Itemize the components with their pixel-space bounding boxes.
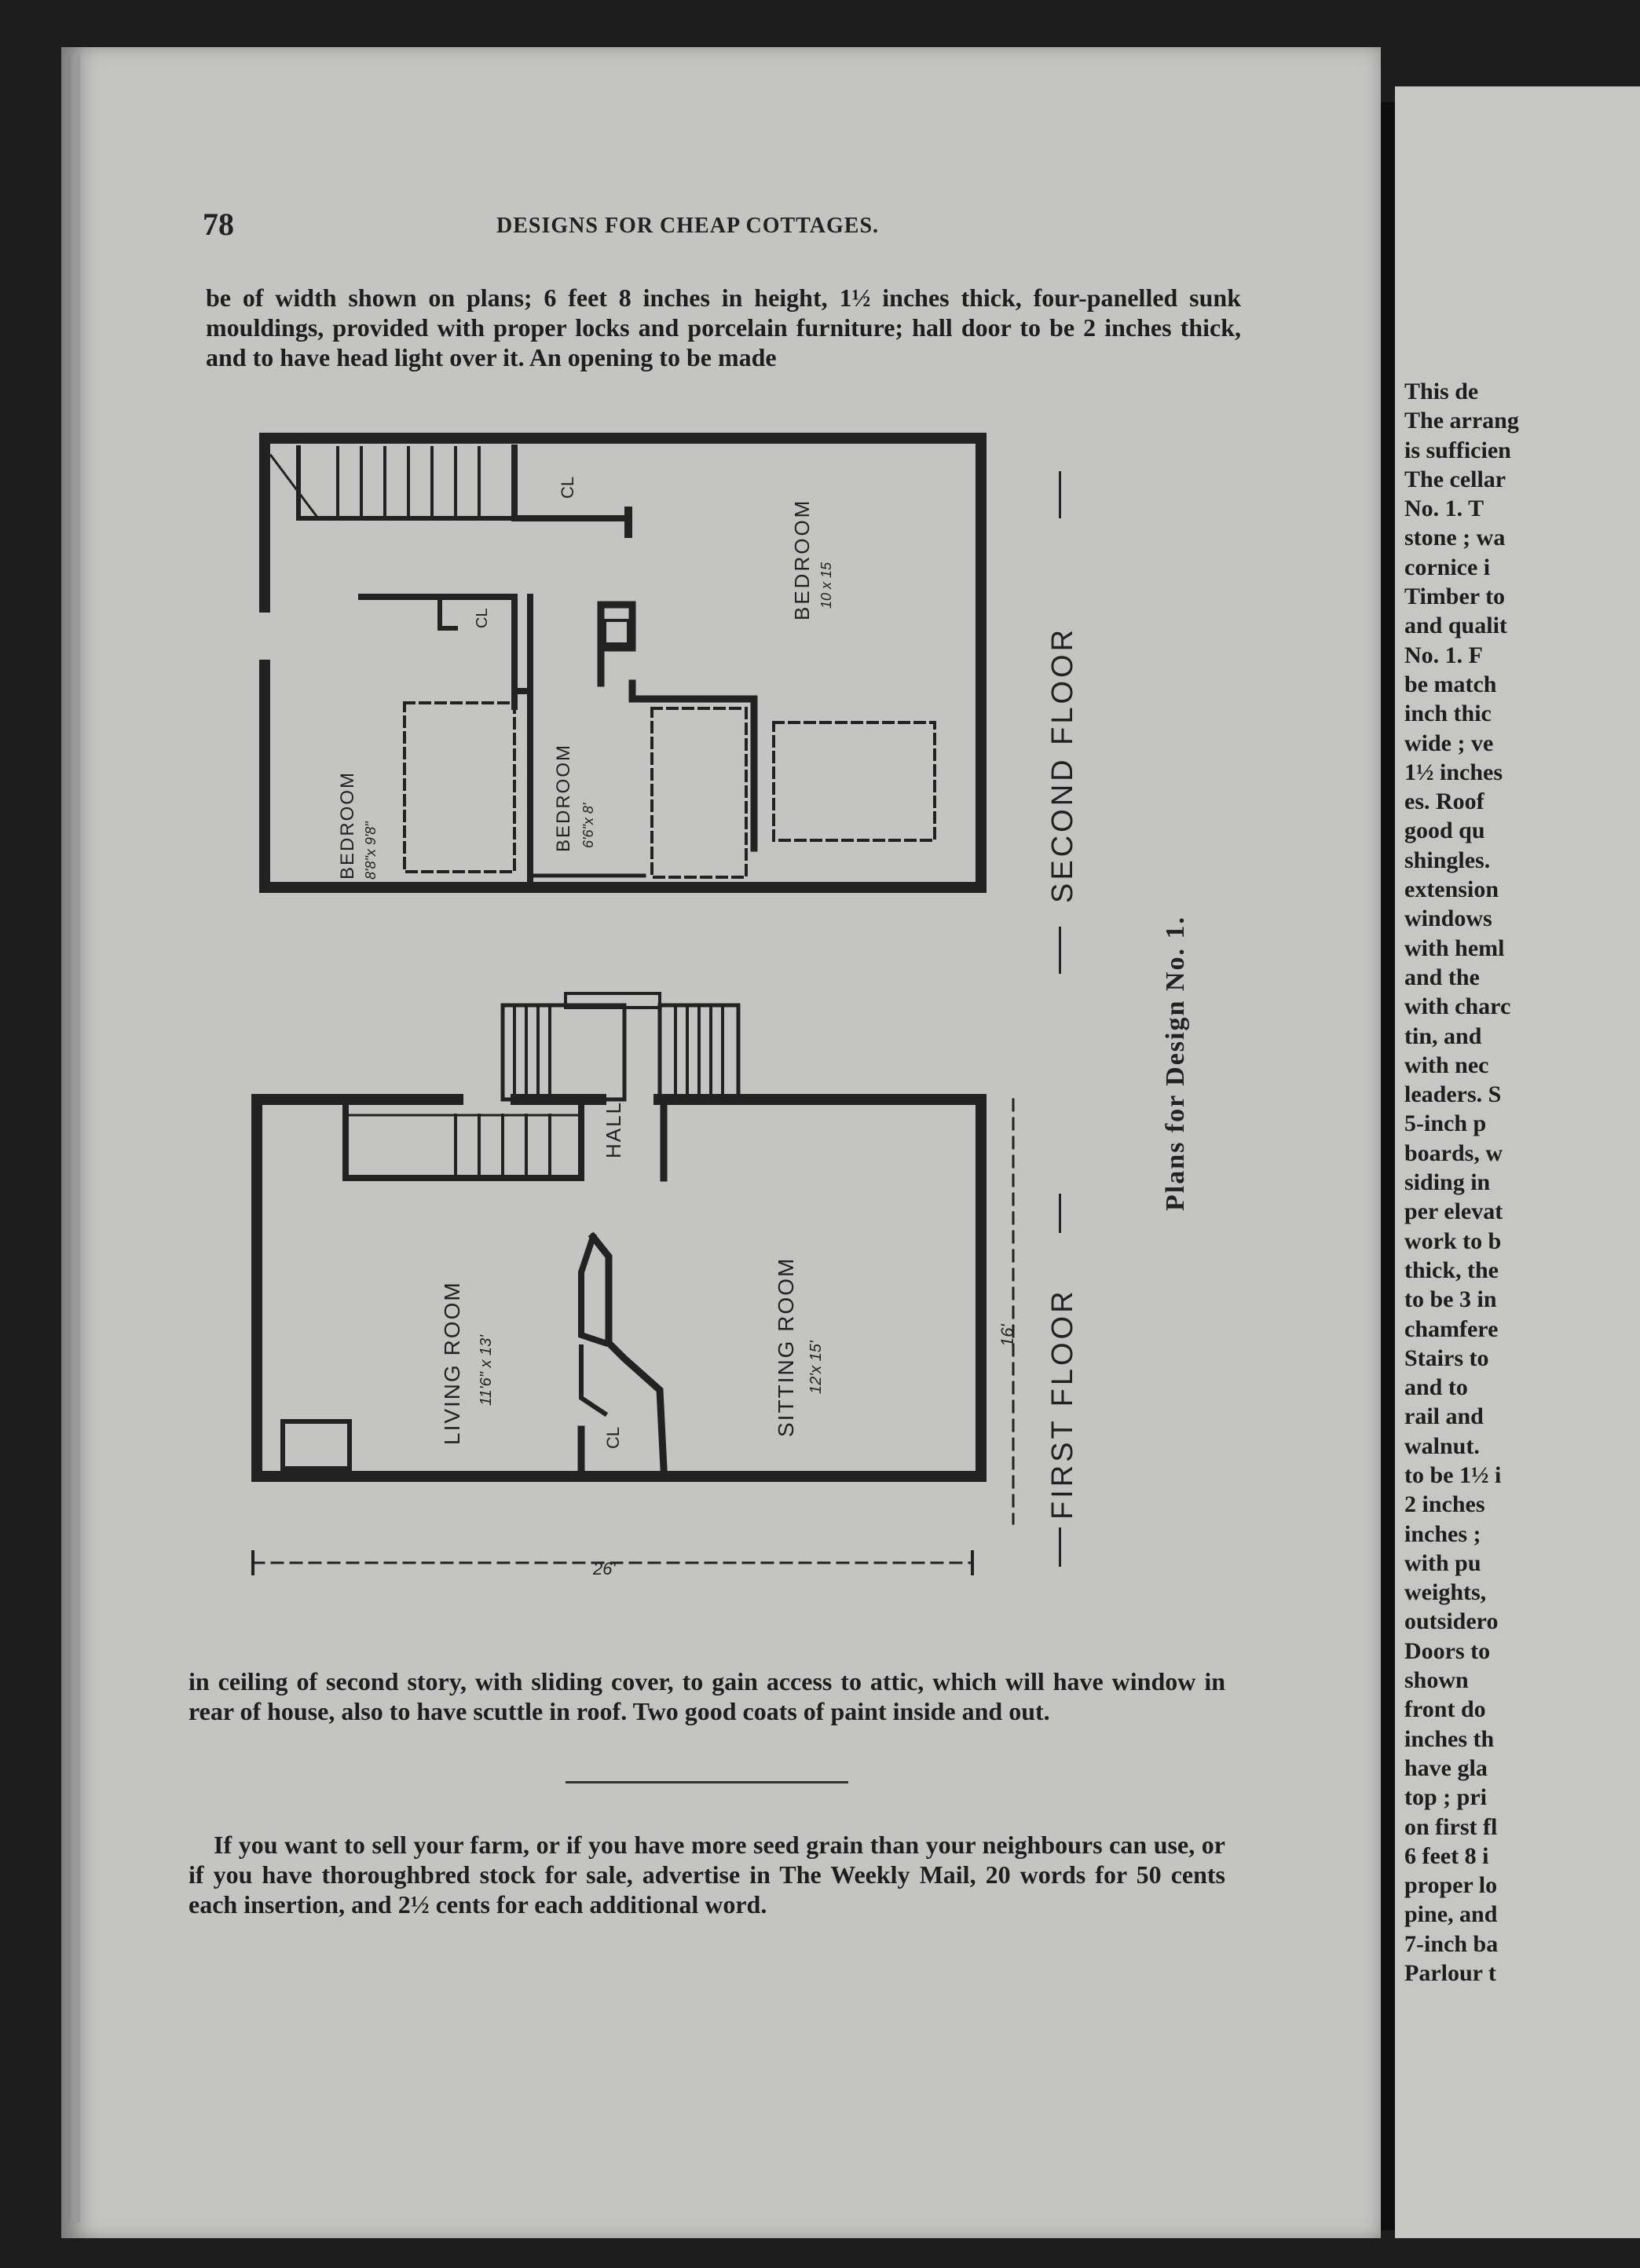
right-page-line: to be 1½ i [1404, 1461, 1502, 1488]
page-number: 78 [203, 207, 234, 242]
right-page-line: leaders. S [1404, 1081, 1502, 1108]
right-page-line: No. 1. T [1404, 496, 1484, 522]
right-page-line: good qu [1404, 818, 1485, 844]
right-page-line: work to b [1404, 1227, 1502, 1254]
right-page-line: is sufficien [1404, 437, 1511, 463]
label-bedroom-mid: BEDROOM [553, 743, 574, 852]
right-page-line: with charc [1404, 993, 1511, 1020]
page-edge [66, 55, 71, 2222]
floor-label-rule [1059, 471, 1061, 518]
right-page-line: with nec [1404, 1052, 1489, 1078]
right-page-line: Doors to [1404, 1637, 1491, 1664]
book-gutter [1381, 102, 1395, 2230]
page-edge [75, 55, 80, 2222]
label-bedroom-large: BEDROOM [790, 498, 814, 620]
right-page-line: inches ; [1404, 1520, 1481, 1547]
bed-outlines [405, 703, 935, 877]
right-page-line: with heml [1404, 935, 1505, 961]
label-sitting-room: SITTING ROOM [774, 1257, 798, 1437]
right-page-line: pine, and [1404, 1901, 1498, 1928]
label-closet-1: CL [558, 476, 577, 499]
right-page-line: Parlour t [1404, 1960, 1496, 1987]
floor-plan-drawing [236, 424, 1021, 1618]
right-page-line: per elevat [1404, 1198, 1503, 1225]
right-page-line: Stairs to [1404, 1344, 1489, 1371]
right-page-line: 7-inch ba [1404, 1930, 1499, 1957]
right-page-line: inches th [1404, 1725, 1495, 1752]
label-sitting-room-size: 12'x 15' [807, 1341, 825, 1394]
right-page-line: siding in [1404, 1169, 1491, 1196]
right-page-line: have gla [1404, 1754, 1488, 1781]
right-page-line: shown [1404, 1667, 1469, 1694]
second-floor-label: SECOND FLOOR [1046, 626, 1079, 903]
right-page-line: cornice i [1404, 554, 1491, 580]
right-page-line: es. Roof [1404, 788, 1484, 815]
right-page-line: be match [1404, 671, 1497, 697]
right-page-line: rail and [1404, 1403, 1484, 1430]
right-page-line: boards, w [1404, 1139, 1503, 1166]
right-page-line: and the [1404, 964, 1480, 990]
right-page-line: thick, the [1404, 1257, 1499, 1283]
right-page-line: with pu [1404, 1549, 1481, 1576]
label-width-dimension: 26' [593, 1559, 616, 1578]
right-page-line: 5-inch p [1404, 1110, 1487, 1137]
right-page-line: tin, and [1404, 1022, 1482, 1049]
right-page-line: inch thic [1404, 701, 1492, 727]
label-closet-first: CL [603, 1426, 623, 1449]
right-page-line: shingles. [1404, 847, 1491, 873]
second-floor-stairs [271, 448, 479, 518]
section-rule [566, 1781, 848, 1783]
right-page-line: wide ; ve [1404, 730, 1494, 756]
label-hall: HALL [602, 1100, 625, 1158]
right-page-line: and to [1404, 1374, 1468, 1401]
right-page-line: top ; pri [1404, 1784, 1487, 1811]
right-page-line: 2 inches [1404, 1491, 1485, 1518]
floor-label-rule [1059, 1527, 1061, 1567]
label-depth-dimension: 16' [998, 1324, 1017, 1347]
advertisement-paragraph: If you want to sell your farm, or if you have more seed grain than your neighbours can use, or if you have thoroughbred stock for sale, advertise in The Weekly Mail, 20 words for 50 cents each insertion, and 2½ cents for each additional word. [189, 1831, 1225, 1919]
right-page-line: The cellar [1404, 466, 1506, 492]
floor-label-rule [1059, 927, 1061, 974]
right-page-line: walnut. [1404, 1432, 1480, 1459]
right-page-line: and qualit [1404, 613, 1507, 639]
label-living-room-size: 11'6" x 13' [478, 1335, 495, 1406]
right-page-line: 6 feet 8 i [1404, 1842, 1489, 1869]
dimension-lines [253, 1099, 1013, 1563]
right-page-text [1404, 377, 1640, 1988]
right-page-line: No. 1. F [1404, 642, 1483, 668]
label-bedroom-left: BEDROOM [337, 770, 358, 880]
right-page-line: proper lo [1404, 1872, 1498, 1899]
running-head: DESIGNS FOR CHEAP COTTAGES. [496, 214, 880, 238]
right-page [1395, 86, 1640, 2238]
floor-label-rule [1059, 1194, 1061, 1233]
first-floor-stairs [346, 1115, 581, 1174]
right-page-line: stone ; wa [1404, 525, 1506, 551]
right-page-line: weights, [1404, 1579, 1487, 1606]
right-page-line: on first fl [1404, 1813, 1498, 1840]
right-page-line: outsidero [1404, 1608, 1499, 1635]
right-page-line: front do [1404, 1696, 1486, 1723]
paragraph-bottom: in ceiling of second story, with sliding cover, to gain access to attic, which will have window in rear of house, also to have scuttle in roof. Two good coats of paint inside and out. [189, 1667, 1225, 1725]
paragraph-top: be of width shown on plans; 6 feet 8 inches in height, 1½ inches thick, four-panelled sunk mouldings, provided with proper locks and porcelain furniture; hall door to be 2 inches thick, and to have head light over it. An opening to be made [206, 284, 1241, 371]
right-page-line: The arrang [1404, 408, 1519, 434]
first-floor-label: FIRST FLOOR [1046, 1288, 1079, 1520]
right-page-line: Timber to [1404, 583, 1506, 610]
label-living-room: LIVING ROOM [440, 1281, 464, 1445]
right-page-line: chamfere [1404, 1315, 1499, 1342]
label-bedroom-large-size: 10 x 15 [818, 562, 834, 609]
label-bedroom-left-size: 8'8"x 9'8" [363, 821, 379, 880]
right-page-line: to be 3 in [1404, 1286, 1497, 1313]
second-floor-outer-wall [265, 438, 981, 887]
right-page-line: 1½ inches [1404, 759, 1503, 785]
right-page-line: windows [1404, 905, 1492, 932]
label-closet-2: CL [474, 608, 491, 628]
right-page-line: extension [1404, 876, 1499, 903]
label-bedroom-mid-size: 6'6"x 8' [580, 803, 596, 848]
right-page-line: This de [1404, 379, 1479, 404]
plans-caption: Plans for Design No. 1. [1161, 916, 1190, 1211]
